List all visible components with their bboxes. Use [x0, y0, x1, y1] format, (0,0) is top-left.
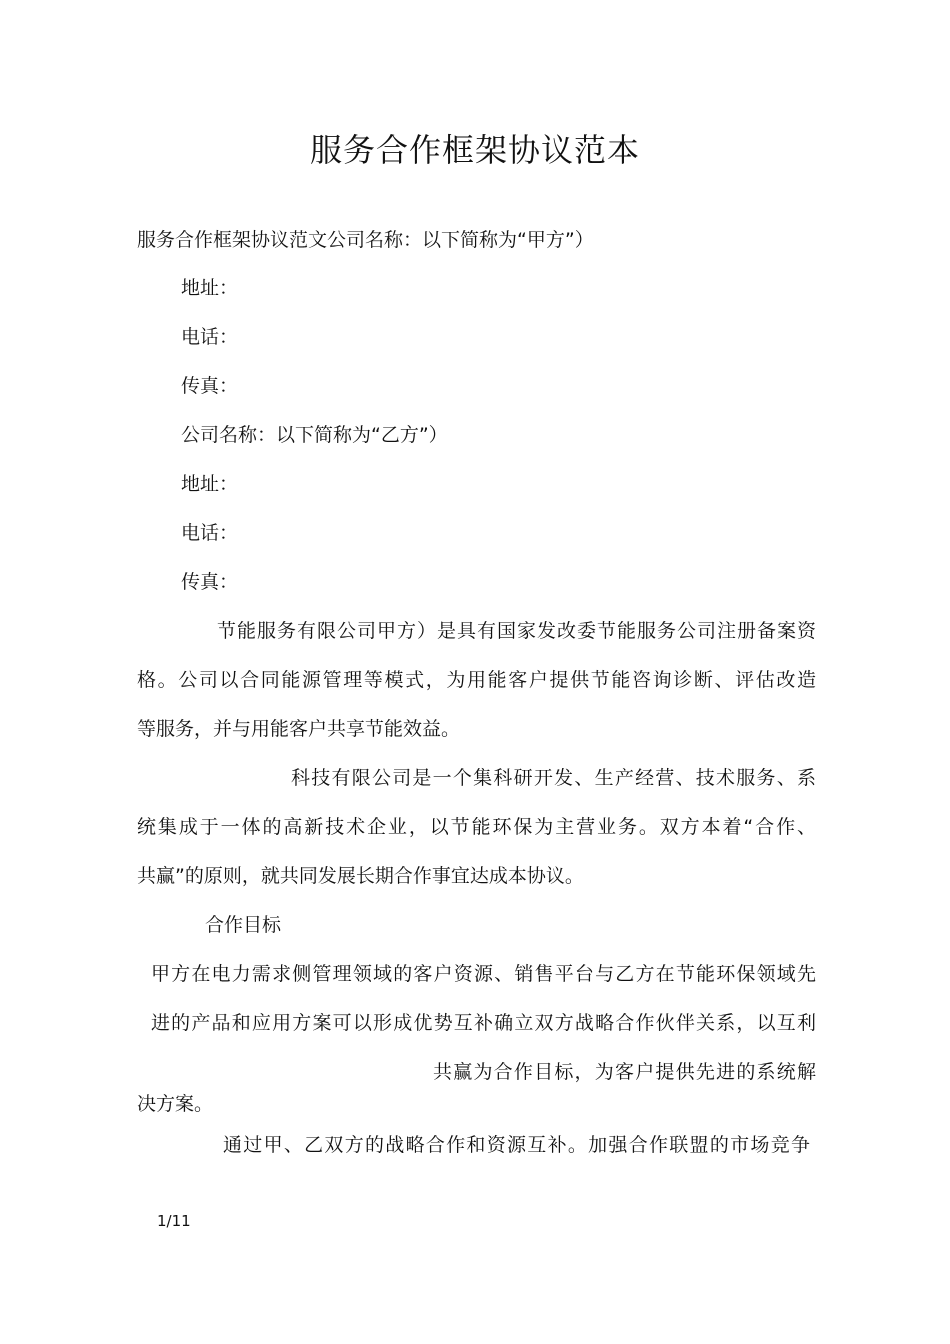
- para1-line2: 格。公司以合同能源管理等模式，为用能客户提供节能咨询诊断、评估改造: [137, 669, 816, 691]
- para2-line2: 统集成于一体的高新技术企业，以节能环保为主营业务。双方本着“合作、: [137, 816, 816, 838]
- party-a-address-label: 地址：: [181, 277, 239, 299]
- para2-line1: 科技有限公司是一个集科研开发、生产经营、技术服务、系: [291, 767, 816, 789]
- party-b-phone-label: 电话：: [181, 522, 239, 544]
- para3-line2: 进的产品和应用方案可以形成优势互补确立双方战略合作伙伴关系，以互利: [151, 1012, 816, 1034]
- para3-line1: 甲方在电力需求侧管理领域的客户资源、销售平台与乙方在节能环保领域先: [151, 963, 816, 985]
- para1-line3: 等服务，并与用能客户共享节能效益。: [137, 718, 461, 740]
- party-a-fax-label: 传真：: [181, 375, 239, 397]
- party-b-address-label: 地址：: [181, 473, 239, 495]
- para3-line4: 决方案。: [137, 1093, 214, 1115]
- para4-line1: 通过甲、乙双方的战略合作和资源互补。加强合作联盟的市场竞争: [223, 1134, 810, 1156]
- party-b-fax-label: 传真：: [181, 571, 239, 593]
- page-number: 1/11: [157, 1212, 191, 1230]
- party-a-intro: 服务合作框架协议范文公司名称：以下简称为“甲方”）: [137, 229, 594, 251]
- party-a-phone-label: 电话：: [181, 326, 239, 348]
- document-title: 服务合作框架协议范本: [309, 131, 640, 169]
- section-heading: 合作目标: [205, 914, 282, 936]
- para1-line1: 节能服务有限公司甲方）是具有国家发改委节能服务公司注册备案资: [217, 620, 816, 642]
- para2-line3: 共赢”的原则，就共同发展长期合作事宜达成本协议。: [137, 865, 584, 887]
- party-b-intro: 公司名称：以下简称为“乙方”）: [181, 424, 448, 446]
- para3-line3: 共赢为合作目标，为客户提供先进的系统解: [433, 1061, 816, 1083]
